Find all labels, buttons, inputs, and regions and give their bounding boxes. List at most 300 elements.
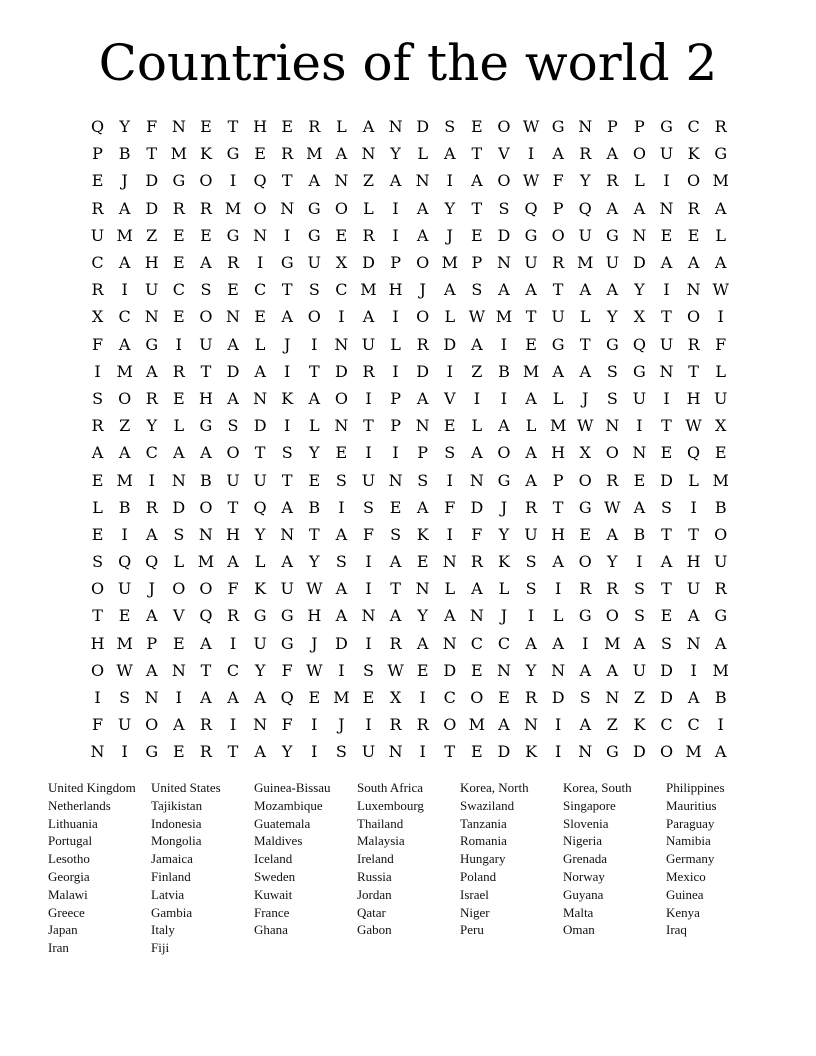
- grid-letter[interactable]: M: [522, 361, 540, 381]
- grid-letter[interactable]: R: [606, 470, 619, 490]
- grid-letter[interactable]: G: [605, 742, 619, 762]
- grid-letter[interactable]: I: [284, 225, 291, 245]
- grid-letter[interactable]: O: [497, 117, 511, 137]
- grid-letter[interactable]: A: [471, 443, 483, 463]
- grid-letter[interactable]: A: [335, 524, 348, 544]
- grid-letter[interactable]: I: [365, 552, 372, 572]
- grid-letter[interactable]: G: [307, 198, 321, 218]
- grid-letter[interactable]: A: [91, 443, 104, 463]
- grid-letter[interactable]: U: [90, 225, 105, 245]
- grid-letter[interactable]: W: [306, 660, 323, 680]
- grid-letter[interactable]: O: [145, 715, 159, 735]
- grid-letter[interactable]: J: [311, 633, 318, 653]
- grid-letter[interactable]: T: [254, 443, 266, 463]
- grid-letter[interactable]: R: [226, 253, 240, 273]
- grid-letter[interactable]: N: [388, 117, 403, 137]
- grid-letter[interactable]: L: [254, 334, 266, 354]
- grid-letter[interactable]: A: [389, 171, 402, 191]
- grid-letter[interactable]: A: [714, 253, 727, 273]
- grid-letter[interactable]: A: [714, 198, 727, 218]
- grid-letter[interactable]: I: [717, 307, 724, 327]
- grid-letter[interactable]: F: [91, 715, 104, 735]
- grid-letter[interactable]: A: [227, 388, 239, 408]
- grid-letter[interactable]: M: [306, 144, 323, 164]
- grid-letter[interactable]: A: [633, 198, 646, 218]
- grid-letter[interactable]: G: [605, 225, 619, 245]
- grid-letter[interactable]: B: [308, 497, 321, 517]
- grid-letter[interactable]: J: [446, 225, 453, 245]
- grid-letter[interactable]: N: [496, 253, 511, 273]
- grid-letter[interactable]: I: [663, 388, 670, 408]
- grid-letter[interactable]: N: [226, 307, 241, 327]
- grid-letter[interactable]: A: [118, 253, 131, 273]
- grid-letter[interactable]: N: [415, 416, 430, 436]
- grid-letter[interactable]: M: [685, 742, 702, 762]
- grid-letter[interactable]: T: [227, 117, 239, 137]
- grid-letter[interactable]: O: [497, 171, 511, 191]
- grid-letter[interactable]: Z: [606, 715, 618, 735]
- grid-letter[interactable]: I: [311, 742, 318, 762]
- grid-letter[interactable]: I: [311, 715, 318, 735]
- grid-letter[interactable]: A: [416, 198, 429, 218]
- grid-letter[interactable]: D: [362, 253, 375, 273]
- grid-letter[interactable]: N: [253, 388, 268, 408]
- grid-letter[interactable]: R: [525, 688, 538, 708]
- grid-letter[interactable]: O: [687, 307, 701, 327]
- grid-letter[interactable]: E: [118, 606, 131, 626]
- grid-letter[interactable]: A: [118, 443, 131, 463]
- grid-letter[interactable]: I: [500, 388, 508, 408]
- grid-letter[interactable]: C: [118, 307, 131, 327]
- grid-letter[interactable]: N: [198, 524, 213, 544]
- grid-letter[interactable]: N: [171, 660, 186, 680]
- grid-letter[interactable]: Q: [253, 497, 267, 517]
- grid-letter[interactable]: I: [582, 633, 589, 653]
- grid-letter[interactable]: O: [470, 688, 484, 708]
- grid-letter[interactable]: W: [468, 307, 486, 327]
- grid-letter[interactable]: M: [333, 688, 350, 708]
- grid-letter[interactable]: L: [552, 606, 564, 626]
- grid-letter[interactable]: A: [552, 552, 564, 572]
- grid-letter[interactable]: T: [444, 742, 456, 762]
- grid-letter[interactable]: R: [416, 334, 429, 354]
- grid-letter[interactable]: N: [253, 225, 268, 245]
- grid-letter[interactable]: I: [392, 361, 399, 381]
- grid-letter[interactable]: N: [605, 416, 620, 436]
- grid-letter[interactable]: H: [551, 524, 566, 544]
- grid-letter[interactable]: T: [525, 307, 537, 327]
- grid-letter[interactable]: A: [416, 497, 429, 517]
- grid-letter[interactable]: D: [334, 361, 348, 381]
- grid-letter[interactable]: Q: [199, 606, 213, 626]
- grid-letter[interactable]: L: [525, 416, 537, 436]
- grid-letter[interactable]: M: [495, 307, 513, 327]
- grid-letter[interactable]: R: [687, 334, 700, 354]
- grid-letter[interactable]: W: [577, 416, 594, 436]
- grid-letter[interactable]: E: [308, 688, 321, 708]
- grid-letter[interactable]: I: [365, 633, 372, 653]
- grid-letter[interactable]: H: [388, 280, 403, 300]
- grid-letter[interactable]: D: [660, 688, 673, 708]
- grid-letter[interactable]: R: [226, 606, 240, 626]
- grid-letter[interactable]: V: [498, 144, 510, 164]
- grid-letter[interactable]: R: [714, 117, 727, 137]
- grid-letter[interactable]: A: [579, 361, 592, 381]
- grid-letter[interactable]: A: [552, 633, 564, 653]
- grid-letter[interactable]: A: [687, 606, 700, 626]
- grid-letter[interactable]: A: [362, 307, 375, 327]
- grid-letter[interactable]: D: [470, 497, 484, 517]
- grid-letter[interactable]: T: [688, 361, 699, 381]
- grid-letter[interactable]: K: [281, 388, 294, 408]
- grid-letter[interactable]: D: [551, 688, 565, 708]
- grid-letter[interactable]: H: [226, 524, 240, 544]
- grid-letter[interactable]: N: [388, 470, 403, 490]
- grid-letter[interactable]: I: [446, 171, 453, 191]
- grid-letter[interactable]: D: [443, 334, 457, 354]
- grid-letter[interactable]: W: [712, 280, 729, 300]
- grid-letter[interactable]: A: [389, 606, 402, 626]
- grid-letter[interactable]: E: [498, 688, 510, 708]
- grid-letter[interactable]: T: [308, 361, 320, 381]
- grid-letter[interactable]: X: [335, 253, 348, 273]
- grid-letter[interactable]: Q: [687, 443, 701, 463]
- grid-letter[interactable]: S: [471, 280, 483, 300]
- grid-letter[interactable]: A: [552, 361, 564, 381]
- grid-letter[interactable]: U: [686, 579, 701, 599]
- grid-letter[interactable]: Y: [607, 552, 618, 572]
- grid-letter[interactable]: T: [281, 171, 293, 191]
- grid-letter[interactable]: M: [116, 633, 133, 653]
- grid-letter[interactable]: G: [145, 742, 159, 762]
- grid-letter[interactable]: T: [552, 280, 564, 300]
- grid-letter[interactable]: I: [392, 225, 399, 245]
- grid-letter[interactable]: R: [199, 742, 212, 762]
- grid-letter[interactable]: I: [175, 688, 182, 708]
- grid-letter[interactable]: E: [172, 307, 185, 327]
- grid-letter[interactable]: N: [280, 524, 295, 544]
- grid-letter[interactable]: U: [253, 470, 267, 490]
- grid-letter[interactable]: X: [389, 688, 402, 708]
- grid-letter[interactable]: H: [686, 552, 701, 572]
- grid-letter[interactable]: E: [714, 443, 727, 463]
- grid-letter[interactable]: B: [633, 524, 646, 544]
- grid-letter[interactable]: K: [497, 552, 510, 572]
- grid-letter[interactable]: A: [579, 280, 592, 300]
- grid-letter[interactable]: L: [308, 416, 320, 436]
- grid-letter[interactable]: S: [308, 280, 320, 300]
- grid-letter[interactable]: S: [119, 688, 131, 708]
- grid-letter[interactable]: L: [336, 117, 347, 137]
- grid-letter[interactable]: A: [579, 715, 592, 735]
- grid-letter[interactable]: J: [500, 606, 508, 626]
- grid-letter[interactable]: U: [117, 715, 132, 735]
- grid-letter[interactable]: N: [632, 443, 647, 463]
- grid-letter[interactable]: S: [92, 388, 104, 408]
- grid-letter[interactable]: N: [578, 742, 593, 762]
- grid-letter[interactable]: L: [579, 307, 591, 327]
- grid-letter[interactable]: E: [471, 117, 483, 137]
- grid-letter[interactable]: M: [197, 552, 215, 572]
- grid-letter[interactable]: Z: [362, 171, 375, 191]
- grid-letter[interactable]: O: [416, 253, 430, 273]
- grid-letter[interactable]: A: [633, 633, 646, 653]
- grid-letter[interactable]: G: [660, 117, 673, 137]
- grid-letter[interactable]: U: [632, 660, 647, 680]
- grid-letter[interactable]: F: [715, 334, 727, 354]
- grid-letter[interactable]: I: [446, 524, 453, 544]
- grid-letter[interactable]: A: [714, 633, 727, 653]
- grid-letter[interactable]: N: [469, 606, 484, 626]
- grid-letter[interactable]: E: [443, 416, 456, 436]
- grid-letter[interactable]: A: [281, 497, 293, 517]
- grid-letter[interactable]: U: [659, 144, 674, 164]
- grid-letter[interactable]: W: [522, 171, 540, 191]
- grid-letter[interactable]: Y: [390, 144, 401, 164]
- grid-letter[interactable]: L: [444, 579, 456, 599]
- grid-letter[interactable]: A: [525, 280, 537, 300]
- grid-letter[interactable]: E: [416, 552, 429, 572]
- grid-letter[interactable]: T: [471, 144, 483, 164]
- grid-letter[interactable]: I: [229, 715, 237, 735]
- grid-letter[interactable]: S: [363, 660, 374, 680]
- grid-letter[interactable]: C: [145, 443, 158, 463]
- grid-letter[interactable]: E: [335, 443, 348, 463]
- grid-letter[interactable]: I: [338, 497, 345, 517]
- grid-letter[interactable]: A: [173, 715, 185, 735]
- grid-letter[interactable]: L: [363, 198, 374, 218]
- grid-letter[interactable]: M: [604, 633, 621, 653]
- grid-letter[interactable]: D: [443, 660, 457, 680]
- grid-letter[interactable]: C: [687, 715, 700, 735]
- grid-letter[interactable]: K: [416, 524, 429, 544]
- grid-letter[interactable]: O: [118, 388, 132, 408]
- grid-letter[interactable]: C: [253, 280, 267, 300]
- grid-letter[interactable]: E: [335, 225, 348, 245]
- grid-letter[interactable]: M: [116, 361, 133, 381]
- grid-letter[interactable]: I: [121, 742, 128, 762]
- grid-letter[interactable]: E: [254, 307, 266, 327]
- grid-letter[interactable]: A: [145, 606, 158, 626]
- grid-letter[interactable]: Q: [145, 552, 159, 572]
- grid-letter[interactable]: A: [145, 361, 158, 381]
- grid-letter[interactable]: A: [416, 633, 429, 653]
- grid-letter[interactable]: A: [200, 253, 212, 273]
- grid-letter[interactable]: L: [173, 552, 185, 572]
- grid-letter[interactable]: W: [604, 497, 621, 517]
- grid-letter[interactable]: G: [226, 144, 240, 164]
- grid-letter[interactable]: C: [660, 715, 673, 735]
- grid-letter[interactable]: L: [173, 416, 185, 436]
- grid-letter[interactable]: Q: [632, 334, 646, 354]
- grid-letter[interactable]: G: [551, 117, 565, 137]
- grid-letter[interactable]: Z: [119, 416, 131, 436]
- grid-letter[interactable]: A: [118, 198, 131, 218]
- grid-letter[interactable]: I: [663, 280, 670, 300]
- grid-letter[interactable]: S: [444, 443, 456, 463]
- grid-letter[interactable]: U: [659, 334, 674, 354]
- grid-letter[interactable]: B: [118, 144, 131, 164]
- grid-letter[interactable]: A: [606, 280, 619, 300]
- grid-letter[interactable]: E: [200, 117, 212, 137]
- grid-letter[interactable]: U: [605, 253, 620, 273]
- grid-letter[interactable]: M: [712, 171, 729, 191]
- grid-letter[interactable]: A: [687, 688, 700, 708]
- grid-letter[interactable]: A: [254, 742, 266, 762]
- grid-letter[interactable]: I: [473, 388, 481, 408]
- grid-letter[interactable]: A: [471, 334, 483, 354]
- grid-letter[interactable]: P: [634, 117, 645, 137]
- grid-letter[interactable]: A: [714, 742, 727, 762]
- grid-letter[interactable]: R: [606, 171, 619, 191]
- grid-letter[interactable]: I: [311, 334, 318, 354]
- grid-letter[interactable]: L: [552, 388, 564, 408]
- grid-letter[interactable]: C: [172, 280, 185, 300]
- grid-letter[interactable]: G: [524, 225, 538, 245]
- grid-letter[interactable]: E: [660, 443, 673, 463]
- grid-letter[interactable]: O: [172, 579, 186, 599]
- grid-letter[interactable]: H: [198, 388, 213, 408]
- grid-letter[interactable]: L: [715, 361, 727, 381]
- grid-letter[interactable]: O: [199, 171, 213, 191]
- grid-letter[interactable]: I: [636, 552, 643, 572]
- grid-letter[interactable]: D: [660, 470, 673, 490]
- grid-letter[interactable]: E: [633, 470, 646, 490]
- grid-letter[interactable]: A: [416, 225, 429, 245]
- grid-letter[interactable]: R: [172, 198, 185, 218]
- grid-letter[interactable]: H: [90, 633, 105, 653]
- grid-letter[interactable]: K: [687, 144, 700, 164]
- grid-letter[interactable]: F: [91, 334, 104, 354]
- grid-letter[interactable]: A: [200, 688, 212, 708]
- grid-letter[interactable]: L: [92, 497, 103, 517]
- grid-letter[interactable]: A: [525, 470, 537, 490]
- grid-letter[interactable]: N: [496, 660, 511, 680]
- grid-letter[interactable]: S: [227, 416, 239, 436]
- grid-letter[interactable]: Q: [524, 198, 538, 218]
- grid-letter[interactable]: N: [659, 198, 674, 218]
- grid-letter[interactable]: H: [307, 606, 322, 626]
- grid-letter[interactable]: U: [713, 552, 728, 572]
- grid-letter[interactable]: M: [441, 253, 458, 273]
- grid-letter[interactable]: A: [498, 280, 510, 300]
- grid-letter[interactable]: G: [280, 633, 294, 653]
- grid-letter[interactable]: I: [419, 688, 426, 708]
- grid-letter[interactable]: Y: [444, 198, 456, 218]
- grid-letter[interactable]: M: [170, 144, 188, 164]
- grid-letter[interactable]: I: [256, 253, 264, 273]
- grid-letter[interactable]: B: [714, 497, 727, 517]
- grid-letter[interactable]: U: [361, 334, 376, 354]
- grid-letter[interactable]: P: [390, 388, 401, 408]
- grid-letter[interactable]: D: [226, 361, 240, 381]
- grid-letter[interactable]: S: [525, 552, 537, 572]
- grid-letter[interactable]: O: [605, 443, 619, 463]
- grid-letter[interactable]: A: [416, 388, 429, 408]
- grid-letter[interactable]: A: [552, 144, 564, 164]
- grid-letter[interactable]: A: [281, 552, 293, 572]
- grid-letter[interactable]: G: [145, 334, 159, 354]
- grid-letter[interactable]: O: [199, 579, 213, 599]
- grid-letter[interactable]: F: [362, 524, 375, 544]
- grid-letter[interactable]: U: [144, 280, 159, 300]
- grid-letter[interactable]: S: [498, 198, 510, 218]
- grid-letter[interactable]: T: [200, 660, 212, 680]
- grid-letter[interactable]: O: [199, 307, 213, 327]
- grid-letter[interactable]: N: [90, 742, 105, 762]
- grid-letter[interactable]: P: [552, 198, 564, 218]
- grid-letter[interactable]: L: [498, 579, 510, 599]
- grid-letter[interactable]: E: [660, 606, 673, 626]
- grid-letter[interactable]: O: [443, 715, 457, 735]
- grid-letter[interactable]: G: [551, 334, 565, 354]
- grid-letter[interactable]: I: [419, 742, 426, 762]
- grid-letter[interactable]: F: [552, 171, 564, 191]
- grid-letter[interactable]: O: [714, 524, 728, 544]
- grid-letter[interactable]: I: [121, 280, 128, 300]
- grid-letter[interactable]: F: [444, 497, 456, 517]
- grid-letter[interactable]: T: [308, 524, 320, 544]
- grid-letter[interactable]: Y: [498, 524, 510, 544]
- grid-letter[interactable]: Y: [119, 117, 130, 137]
- grid-letter[interactable]: U: [361, 742, 376, 762]
- grid-letter[interactable]: Y: [634, 280, 645, 300]
- grid-letter[interactable]: R: [308, 117, 321, 137]
- grid-letter[interactable]: X: [579, 443, 591, 463]
- grid-letter[interactable]: W: [306, 579, 323, 599]
- grid-letter[interactable]: N: [415, 579, 430, 599]
- grid-letter[interactable]: E: [660, 225, 673, 245]
- grid-letter[interactable]: B: [498, 361, 510, 381]
- grid-letter[interactable]: S: [579, 688, 591, 708]
- grid-letter[interactable]: T: [227, 742, 239, 762]
- grid-letter[interactable]: S: [92, 552, 104, 572]
- grid-letter[interactable]: A: [498, 715, 510, 735]
- grid-letter[interactable]: N: [442, 552, 457, 572]
- grid-letter[interactable]: S: [606, 361, 618, 381]
- grid-letter[interactable]: E: [281, 117, 294, 137]
- grid-letter[interactable]: A: [606, 524, 619, 544]
- grid-letter[interactable]: D: [334, 633, 348, 653]
- grid-letter[interactable]: R: [91, 416, 104, 436]
- grid-letter[interactable]: I: [392, 198, 399, 218]
- grid-letter[interactable]: D: [660, 660, 673, 680]
- grid-letter[interactable]: P: [606, 117, 618, 137]
- grid-letter[interactable]: O: [497, 443, 511, 463]
- grid-letter[interactable]: J: [338, 715, 345, 735]
- grid-letter[interactable]: U: [524, 253, 538, 273]
- grid-letter[interactable]: D: [145, 171, 159, 191]
- grid-letter[interactable]: A: [145, 524, 158, 544]
- grid-letter[interactable]: I: [121, 524, 128, 544]
- grid-letter[interactable]: A: [227, 334, 239, 354]
- grid-letter[interactable]: R: [579, 579, 592, 599]
- grid-letter[interactable]: U: [578, 225, 592, 245]
- grid-letter[interactable]: S: [281, 443, 293, 463]
- grid-letter[interactable]: N: [415, 171, 430, 191]
- grid-letter[interactable]: I: [663, 171, 670, 191]
- grid-letter[interactable]: E: [91, 171, 104, 191]
- grid-letter[interactable]: A: [525, 633, 537, 653]
- grid-letter[interactable]: T: [471, 198, 483, 218]
- grid-letter[interactable]: E: [471, 742, 483, 762]
- grid-letter[interactable]: D: [416, 117, 430, 137]
- grid-letter[interactable]: G: [226, 225, 240, 245]
- grid-letter[interactable]: T: [281, 280, 293, 300]
- grid-letter[interactable]: D: [633, 253, 646, 273]
- grid-letter[interactable]: A: [308, 171, 321, 191]
- grid-letter[interactable]: C: [335, 280, 348, 300]
